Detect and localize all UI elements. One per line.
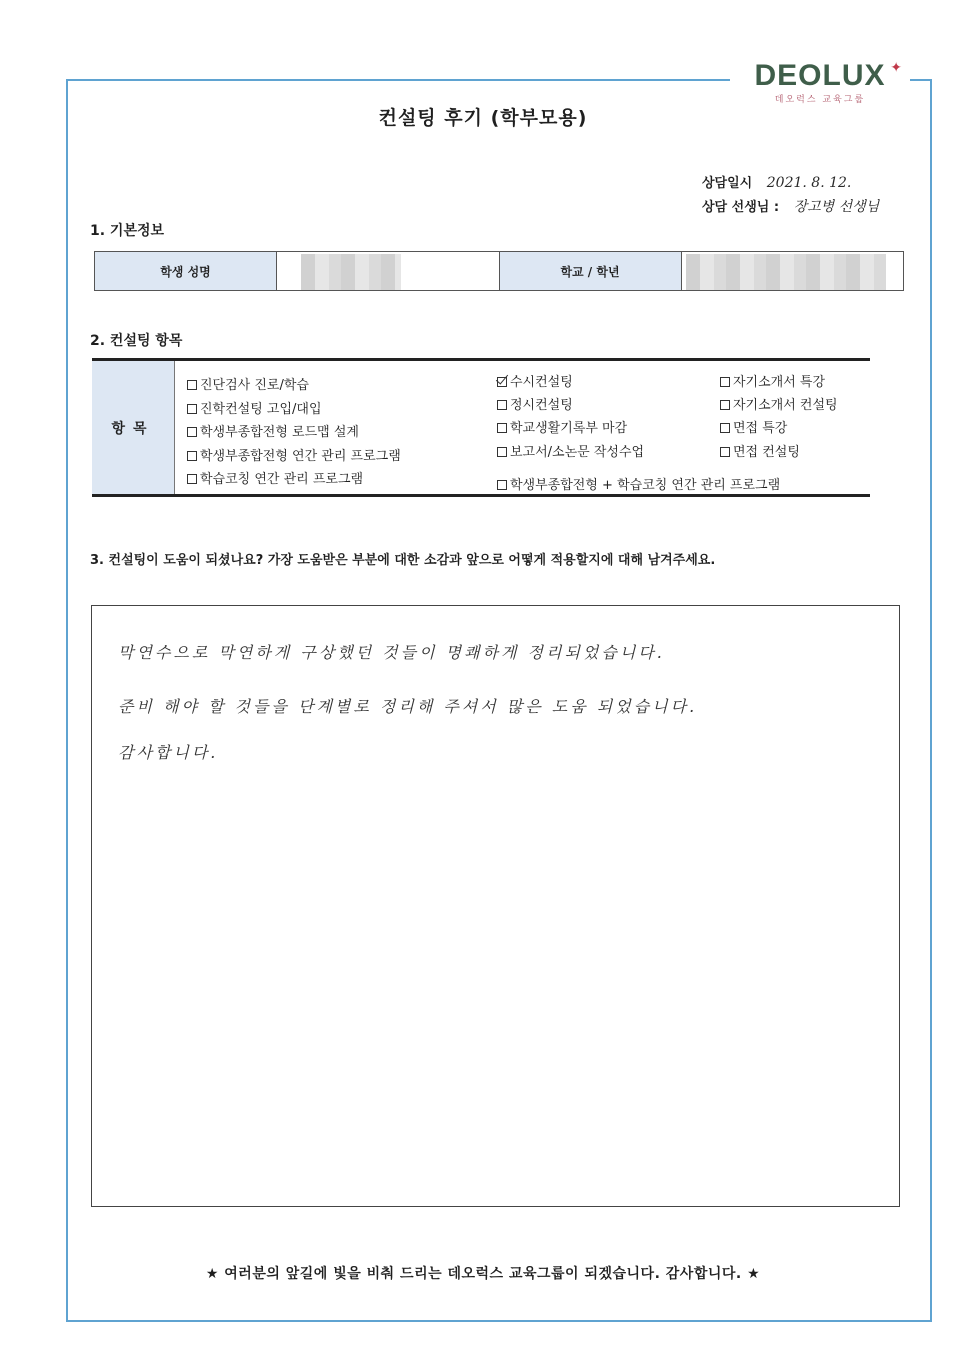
checkbox[interactable] <box>187 404 197 414</box>
option-item[interactable]: 학생부종합전형 연간 관리 프로그램 <box>187 445 401 464</box>
option-item[interactable]: 학생부종합전형 로드맵 설계 <box>187 421 359 440</box>
items-body <box>175 361 870 494</box>
handwritten-line: 막연수으로 막연하게 구상했던 것들이 명쾌하게 정리되었습니다. <box>118 643 665 662</box>
checkbox[interactable] <box>187 380 197 390</box>
basic-info-table <box>94 251 904 291</box>
page-title: 컨설팅 후기 (학부모용) <box>378 107 588 129</box>
checkbox[interactable] <box>497 480 507 490</box>
option-item[interactable]: 진학컨설팅 고입/대입 <box>187 398 322 417</box>
school-grade-field <box>682 252 904 290</box>
option-item[interactable]: 학습코칭 연간 관리 프로그램 <box>187 468 363 487</box>
redacted-block <box>301 254 401 290</box>
consult-teacher-row <box>702 196 879 216</box>
option-item[interactable]: 면접 특강 <box>720 417 787 436</box>
redacted-block <box>686 254 886 290</box>
consult-date-value: 2021. 8. 12. <box>766 175 852 191</box>
checkbox[interactable] <box>497 400 507 410</box>
section-basic-info-title: 1. 기본정보 <box>90 223 165 239</box>
checkbox[interactable] <box>497 377 507 387</box>
checkbox[interactable] <box>720 423 730 433</box>
checkbox[interactable] <box>187 427 197 437</box>
checkbox[interactable] <box>720 400 730 410</box>
option-item[interactable]: 학생부종합전형 + 학습코칭 연간 관리 프로그램 <box>497 474 780 493</box>
checkbox[interactable] <box>497 423 507 433</box>
star-icon: ✦ <box>890 60 902 76</box>
option-item[interactable]: 자기소개서 컨설팅 <box>720 394 838 413</box>
logo-subtitle: 데오럭스 교육그룹 <box>774 95 866 105</box>
option-item[interactable]: 자기소개서 특강 <box>720 371 825 390</box>
option-item[interactable]: 진단검사 진로/학습 <box>187 374 309 393</box>
option-item[interactable]: 수시컨설팅 <box>497 371 573 390</box>
consult-teacher-label: 상담 선생님 : <box>702 200 780 215</box>
section-consult-items-title: 2. 컨설팅 항목 <box>90 333 183 349</box>
checkbox[interactable] <box>187 474 197 484</box>
consult-teacher-value: 장고병 선생님 <box>793 199 880 215</box>
checkbox[interactable] <box>720 447 730 457</box>
section-feedback-question: 3. 컨설팅이 도움이 되셨나요? 가장 도움받은 부분에 대한 소감과 앞으로 어떻게 적용할지에 대해 남겨주세요. <box>90 553 716 568</box>
checkbox[interactable] <box>497 447 507 457</box>
checkbox[interactable] <box>187 451 197 461</box>
student-name-label: 학생 성명 <box>95 252 277 290</box>
handwritten-line: 감사합니다. <box>118 743 219 762</box>
handwritten-line: 준비 해야 할 것들을 단계별로 정리해 주셔서 많은 도움 되었습니다. <box>118 697 698 716</box>
logo-text: DEOLUX <box>754 59 886 92</box>
option-item[interactable]: 학교생활기록부 마감 <box>497 417 627 436</box>
consult-items-table <box>92 358 870 497</box>
checkbox[interactable] <box>720 377 730 387</box>
consult-date-label: 상담일시 <box>702 176 753 191</box>
consult-date-row <box>702 172 851 191</box>
footer-message: ★ 여러분의 앞길에 빛을 비춰 드리는 데오럭스 교육그룹이 되겠습니다. 감사합니다. ★ <box>205 1266 761 1282</box>
option-item[interactable]: 보고서/소논문 작성수업 <box>497 441 644 460</box>
option-item[interactable]: 면접 컨설팅 <box>720 441 800 460</box>
student-name-field <box>277 252 500 290</box>
option-item[interactable]: 정시컨설팅 <box>497 394 573 413</box>
items-head: 항목 <box>92 361 175 494</box>
school-grade-label: 학교 / 학년 <box>500 252 682 290</box>
